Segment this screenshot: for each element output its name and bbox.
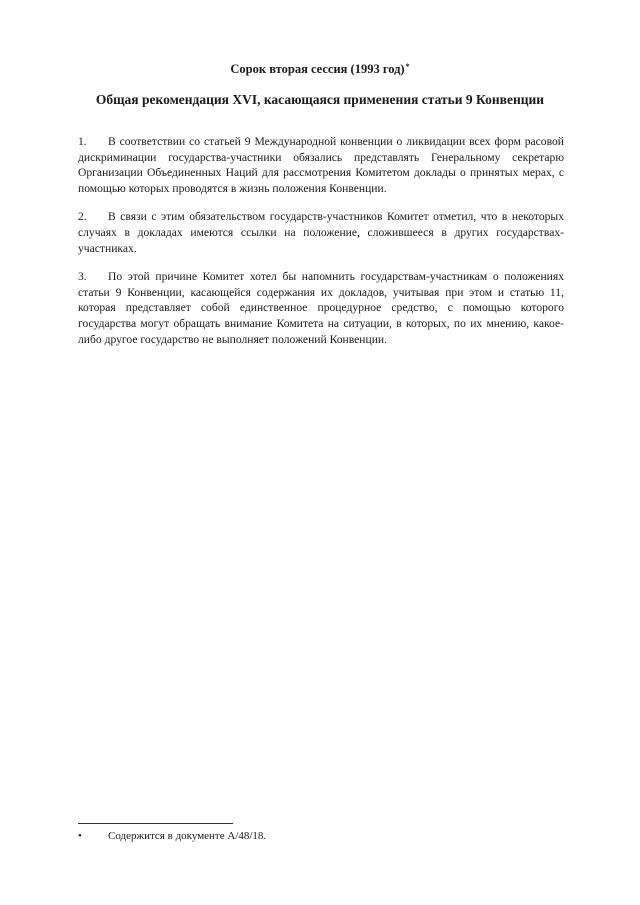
footnote bbox=[78, 830, 266, 842]
page-title: Общая рекомендация XVI, касающаяся применения статьи 9 Конвенции bbox=[95, 92, 545, 107]
session-heading bbox=[0, 62, 640, 77]
paragraph-1 bbox=[78, 134, 564, 196]
session-heading-text: Сорок вторая сессия (1993 год) bbox=[230, 62, 405, 76]
footnote-marker: • bbox=[78, 830, 82, 842]
paragraph-3 bbox=[78, 269, 564, 347]
paragraph-text: По этой причине Комитет хотел бы напомнить государствам-участникам о положениях статьи 9 Конвенции, касающейся содержания их докладов, учитывая при этом и статью 11, которая представляет собой единственное процедурное средство, с помощью которого государства могут обращать внимание Комитета на ситуации, в которых, по их мнению, какое-либо другое государство не выполняет положений Конвенции. bbox=[78, 270, 564, 346]
paragraph-number: 1. bbox=[78, 135, 87, 148]
footnote-divider bbox=[78, 823, 233, 824]
paragraph-2 bbox=[78, 209, 564, 256]
footnote-reference: * bbox=[405, 62, 410, 71]
footnote-text: Содержится в документе A/48/18. bbox=[108, 830, 267, 842]
document-body bbox=[78, 134, 564, 360]
paragraph-text: В связи с этим обязательством государств-участников Комитет отметил, что в некоторых случаях в докладах имеются ссылки на положение, сложившееся в других государствах-участниках. bbox=[78, 210, 564, 255]
paragraph-number: 2. bbox=[78, 210, 87, 224]
paragraph-text: В соответствии со статьей 9 Международной конвенции о ликвидации всех форм расовой дискриминации государства-участники обязались представлять Генеральному секретарю Организации Объединенных Наций для рассмотрения Комитетом доклады о принятых мерах, с помощью которых проводятся в жизнь положения Конвенции. bbox=[78, 135, 564, 195]
paragraph-number: 3. bbox=[78, 270, 87, 284]
